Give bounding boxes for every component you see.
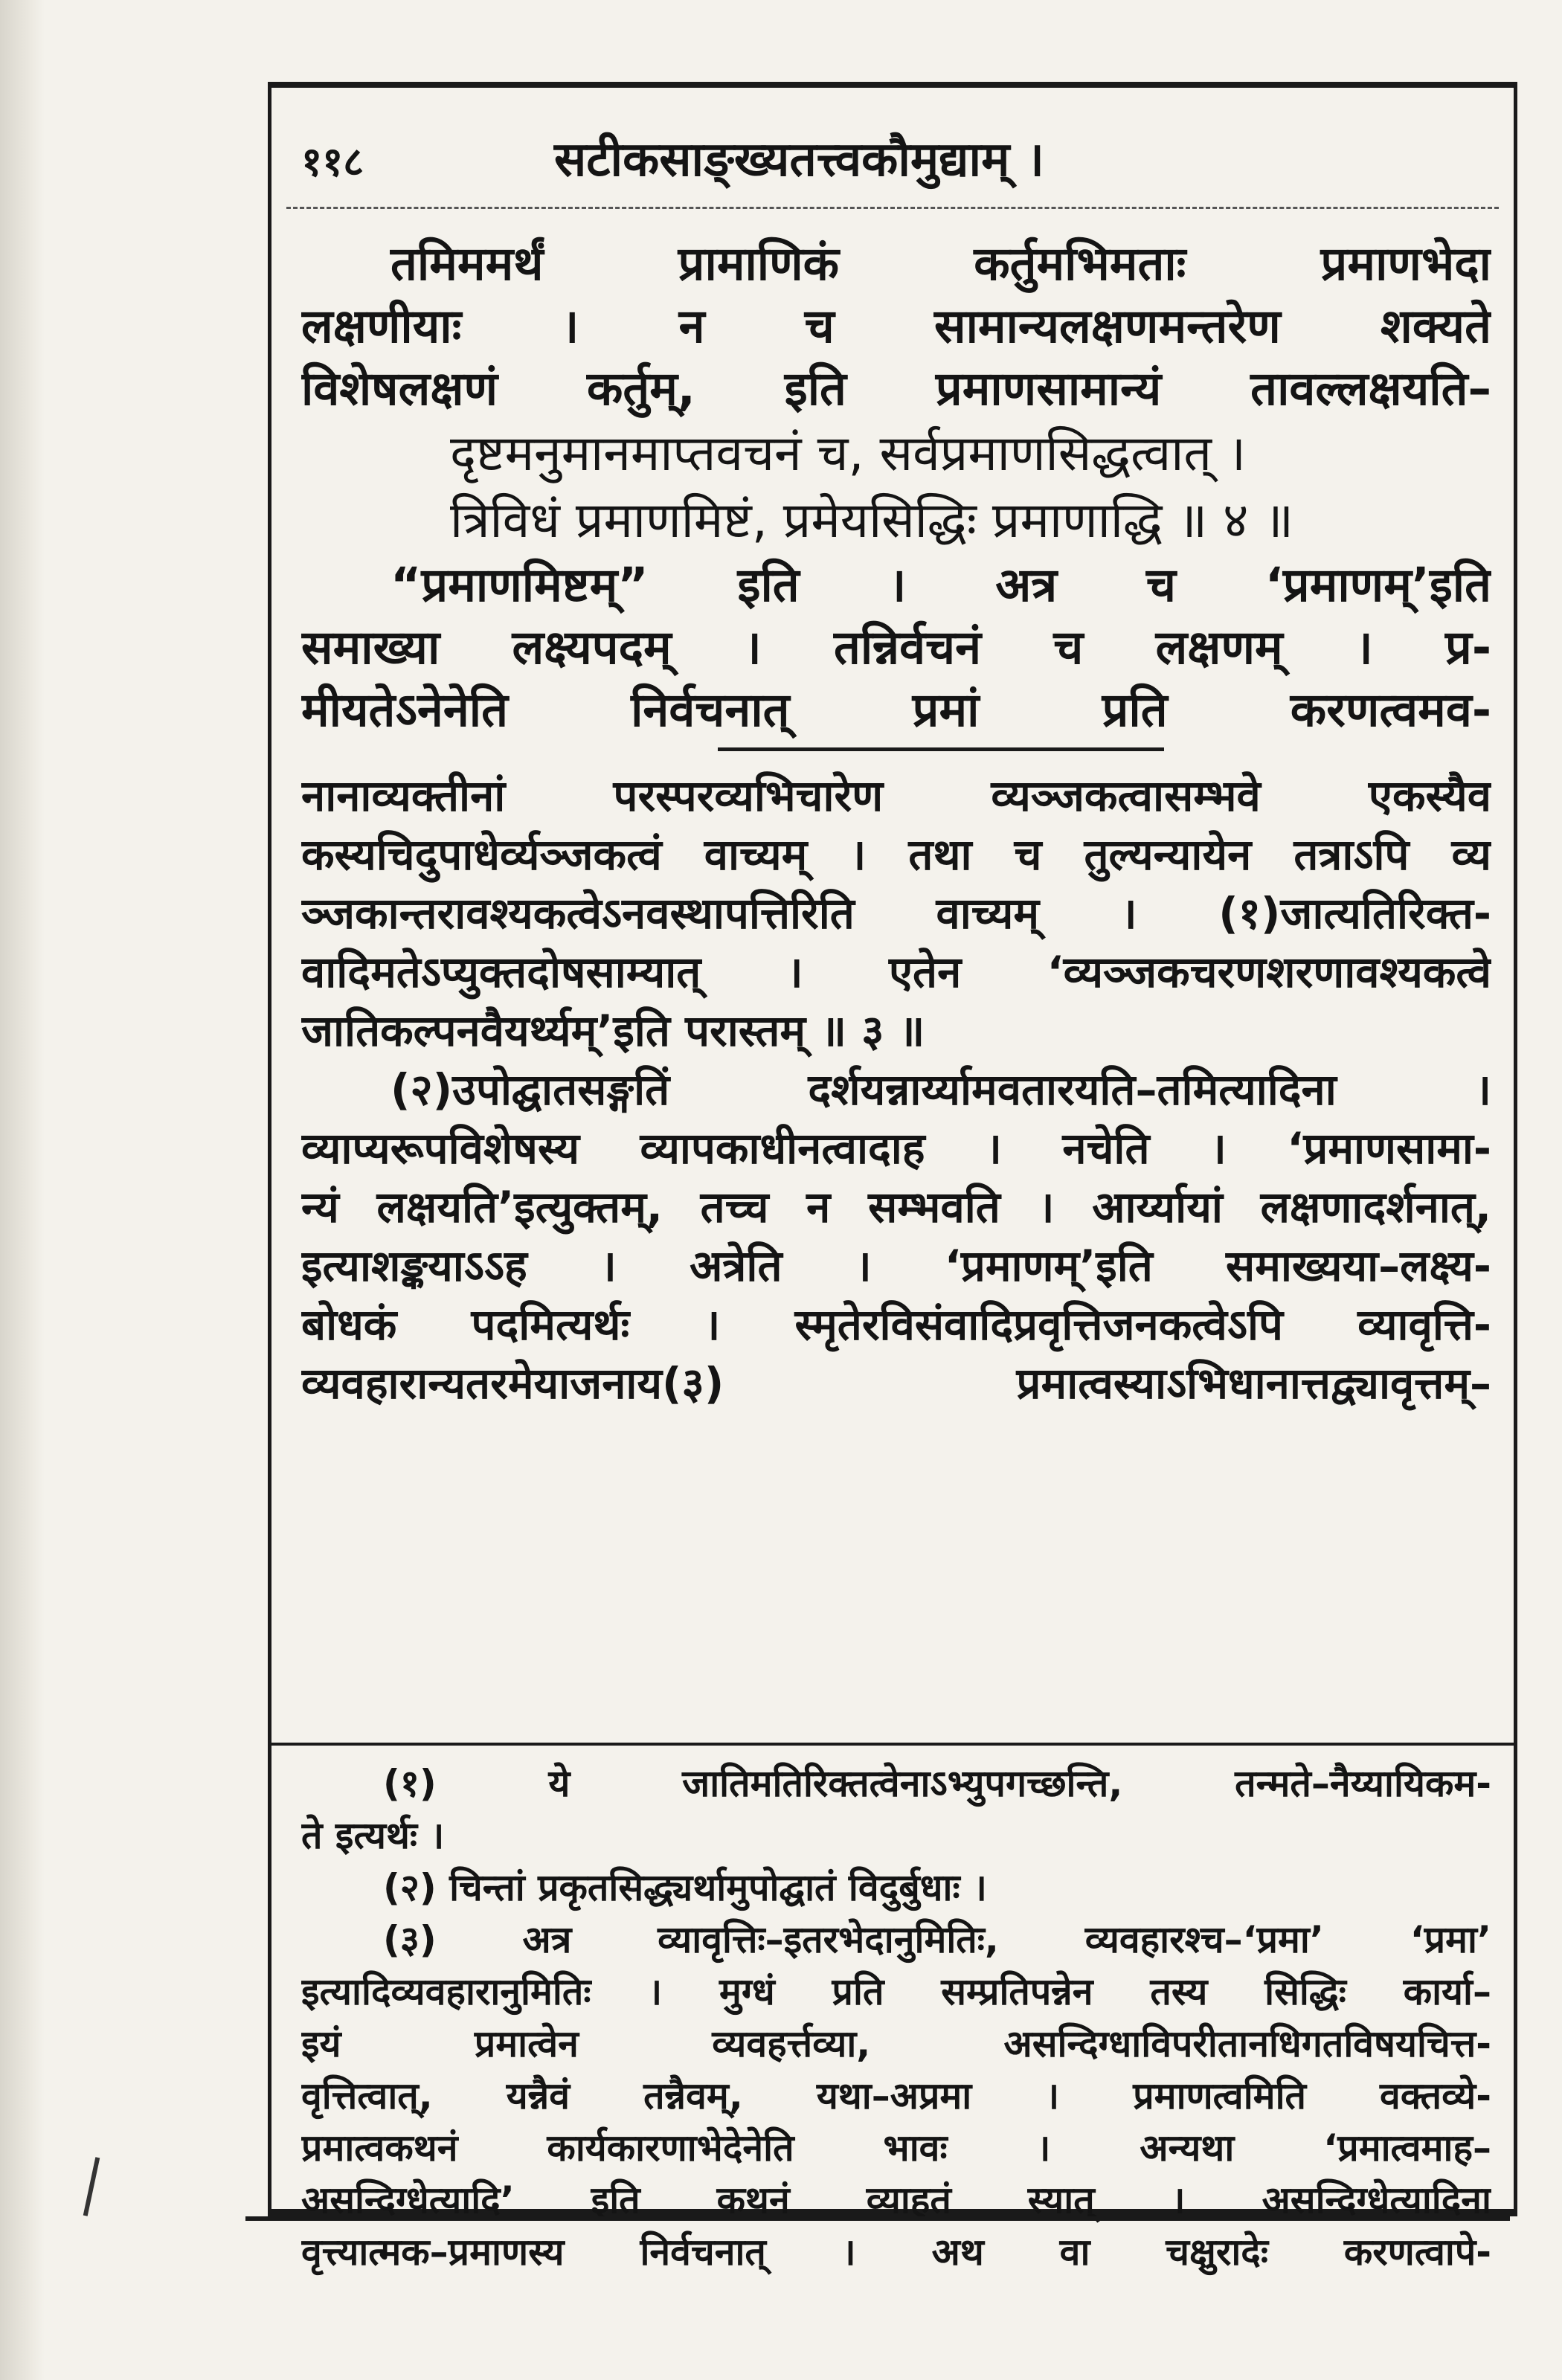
page-header	[271, 118, 1514, 207]
footnote-line: (३) अत्र व्यावृत्तिः–इतरभेदानुमितिः, व्यवहारश्च–‘प्रमा’ ‘प्रमा’	[383, 1918, 1491, 1961]
margin-mark	[83, 2157, 100, 2216]
commentary-line: जातिकल्पनवैयर्थ्यम्’इति परास्तम् ॥ ३ ॥	[301, 1006, 925, 1056]
commentary-line: कस्यचिदुपाधेर्व्यञ्जकत्वं वाच्यम् । तथा च तुल्यन्यायेन तत्राऽपि व्य	[301, 829, 1491, 880]
commentary-line: वादिमतेऽप्युक्तदोषसाम्यात् । एतेन ‘व्यञ्जकचरणशरणावश्यकत्वे	[301, 947, 1491, 997]
verse-line: त्रिविधं प्रमाणमिष्टं, प्रमेयसिद्धिः प्रमाणाद्धि ॥ ४ ॥	[450, 492, 1294, 549]
text-line: तमिममर्थं प्रामाणिकं कर्तुमभिमताः प्रमाणभेदा	[390, 237, 1491, 291]
footnote-line: वृत्त्यात्मक–प्रमाणस्य निर्वचनात् । अथ वा चक्षुरादेः करणत्वापे-	[301, 2231, 1491, 2274]
commentary-line: नानाव्यक्तीनां परस्परव्यभिचारेण व्यञ्जकत्वासम्भवे एकस्यैव	[301, 771, 1491, 821]
running-title: सटीकसाङ्ख्यतत्त्वकौमुद्याम् ।	[554, 132, 1044, 187]
footnote-line: ते इत्यर्थः ।	[301, 1814, 445, 1857]
text-line: लक्षणीयाः । न च सामान्यलक्षणमन्तरेण शक्यते	[301, 299, 1491, 353]
page-frame	[268, 82, 1517, 2274]
commentary-line: बोधकं पदमित्यर्थः । स्मृतेरविसंवादिप्रवृत्तिजनकत्वेऽपि व्यावृत्ति-	[301, 1299, 1491, 1350]
commentary	[301, 767, 1491, 1413]
section-rule	[301, 742, 1491, 764]
footnote-line: (१) ये जातिमतिरिक्तत्वेनाऽभ्युपगच्छन्ति, तन्मते–नैय्यायिकम-	[383, 1762, 1491, 1805]
page-number: ११८	[301, 138, 364, 185]
verse-line: दृष्टमनुमानमाप्तवचनं च, सर्वप्रमाणसिद्धत्वात् ।	[450, 425, 1246, 482]
bottom-rule	[245, 2216, 1510, 2221]
commentary-line: इत्याशङ्कयाऽऽह । अत्रेति । ‘प्रमाणम्’इति समाख्यया–लक्ष्य-	[301, 1241, 1491, 1291]
footnote-line: (२) चिन्तां प्रकृतसिद्ध्यर्थामुपोद्घातं विदुर्बुधाः ।	[383, 1866, 987, 1909]
commentary-line: न्यं लक्षयति’इत्युक्तम्, तच्च न सम्भवति । आर्य्यायां लक्षणादर्शनात्,	[301, 1182, 1491, 1232]
page-binding-edge	[0, 0, 45, 2380]
footnotes	[301, 1757, 1491, 2278]
text-line: मीयतेऽनेनेति निर्वचनात् प्रमां प्रति करणत्वमव-	[301, 683, 1491, 737]
text-line: विशेषलक्षणं कर्तुम्, इति प्रमाणसामान्यं तावल्लक्षयति–	[301, 361, 1491, 416]
footnote-line: इयं प्रमात्वेन व्यवहर्त्तव्या, असन्दिग्धाविपरीतानधिगतविषयचित्त-	[301, 2022, 1491, 2065]
commentary-line: (२)उपोद्घातसङ्गतिं दर्शयन्नार्य्यामवतारयति–तमित्यादिना ।	[390, 1064, 1491, 1115]
footnote-line: वृत्तित्वात्, यन्नैवं तन्नैवम्, यथा–अप्रमा । प्रमाणत्वमिति वक्तव्ये-	[301, 2074, 1491, 2117]
footnote-line: असन्दिग्धेत्यादि’ इति कथनं व्याहतं स्यात् । असन्दिग्धेत्यादिना	[301, 2178, 1491, 2222]
commentary-line: व्यवहारान्यतरमेयाजनाय(३) प्रमात्वस्याऽभिधानात्तद्व्यावृत्तम्–	[301, 1358, 1491, 1409]
header-rule	[286, 207, 1499, 209]
commentary-line: ञ्जकान्तरावश्यकत्वेऽनवस्थापत्तिरिति वाच्यम् । (१)जात्यतिरिक्त-	[301, 888, 1491, 939]
commentary-line: व्याप्यरूपविशेषस्य व्यापकाधीनत्वादाह । नचेति । ‘प्रमाणसामा-	[301, 1123, 1491, 1174]
text-line: “प्रमाणमिष्टम्” इति । अत्र च ‘प्रमाणम्’इति	[390, 558, 1491, 612]
footnote-line: प्रमात्वकथनं कार्यकारणाभेदेनेति भावः । अन्यथा ‘प्रमात्वमाह–	[301, 2126, 1491, 2170]
main-text	[301, 233, 1491, 1413]
text-line: समाख्या लक्ष्यपदम् । तन्निर्वचनं च लक्षणम् । प्र-	[301, 620, 1491, 675]
footnote-rule	[271, 1743, 1514, 1746]
footnote-line: इत्यादिव्यवहारानुमितिः । मुग्धं प्रति सम्प्रतिपन्नेन तस्य सिद्धिः कार्या–	[301, 1970, 1491, 2013]
